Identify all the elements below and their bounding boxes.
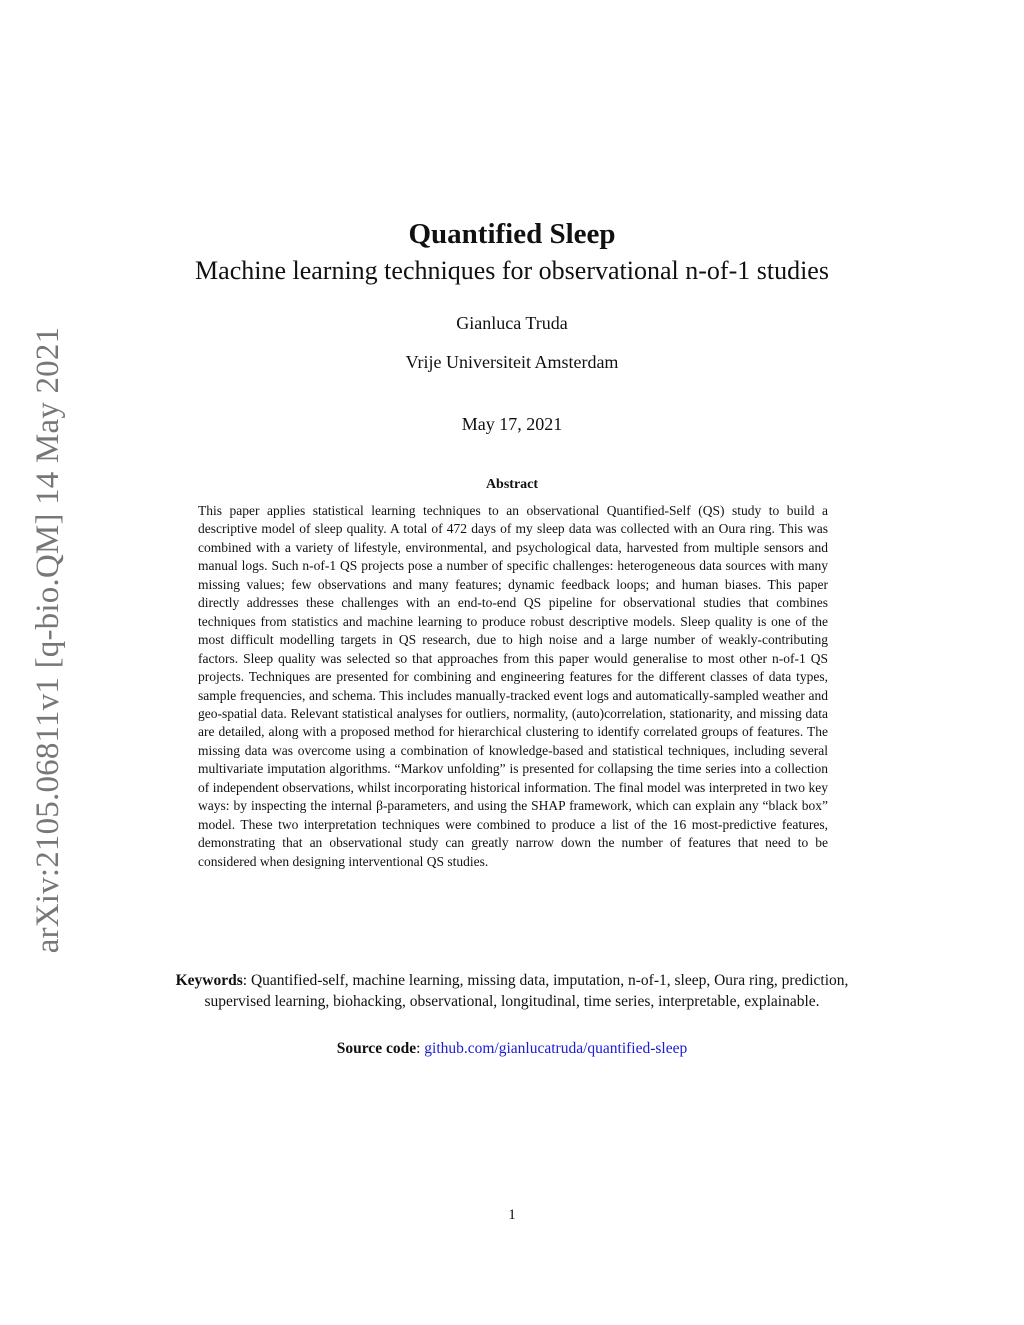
arxiv-identifier-stamp: arXiv:2105.06811v1 [q-bio.QM] 14 May 2021 [30,326,66,954]
keywords-label: Keywords [175,972,243,989]
author-name: Gianluca Truda [456,313,568,333]
paper-title: Quantified Sleep [408,218,616,250]
paper-subtitle: Machine learning techniques for observational n-of-1 studies [195,256,829,285]
keywords-list: : Quantified-self, machine learning, missing data, imputation, n-of-1, sleep, Oura ring, prediction, supervised learning, biohacking, observational, longitudinal, time series, interpretable, explainable. [204,972,849,1010]
source-code-separator: : [416,1040,425,1057]
publication-date: May 17, 2021 [461,414,563,434]
abstract-text: This paper applies statistical learning techniques to an observational Quantified-Self (QS) study to build a descriptive model of sleep quality. A total of 472 days of my sleep data was collected with an Oura ring. This was combined with a variety of lifestyle, environmental, and psychological data, harvested from multiple sensors and manual logs. Such n-of-1 QS projects pose a number of specific challenges: heterogeneous data sources with many missing values; few observations and many features; dynamic feedback loops; and human biases. This paper directly addresses these challenges with an end-to-end QS pipeline for observational studies that combines techniques from statistics and machine learning to produce robust descriptive models. Sleep quality is one of the most difficult modelling targets in QS research, due to high noise and a large number of weakly-contributing factors. Sleep quality was selected so that approaches from this paper would generalise to most other n-of-1 QS projects. Techniques are presented for combining and engineering features for the different classes of data types, sample frequencies, and schema. This includes manually-tracked event logs and automatically-sampled weather and geo-spatial data. Relevant statistical analyses for outliers, normality, (auto)correlation, stationarity, and missing data are detailed, along with a proposed method for hierarchical clustering to identify correlated groups of features. The missing data was overcome using a combination of knowledge-based and statistical techniques, including several multivariate imputation algorithms. “Markov unfolding” is presented for collapsing the time series into a collection of independent observations, whilst incorporating historical information. The final model was interpreted in two key ways: by inspecting the internal β-parameters, and using the SHAP framework, which can explain any “black box” model. These two interpretation techniques were combined to produce a list of the 16 most-predictive features, demonstrating that an observational study can greatly narrow down the number of features that need to be considered when designing interventional QS studies. [198,503,828,869]
abstract-heading: Abstract [485,477,539,492]
keywords-paragraph [156,970,868,1012]
source-code-link[interactable]: github.com/gianlucatruda/quantified-sleep [424,1040,688,1057]
author-affiliation: Vrije Universiteit Amsterdam [405,352,619,372]
source-code-label: Source code [336,1040,417,1057]
source-code-line [0,1038,1024,1059]
page-number: 1 [508,1207,516,1223]
